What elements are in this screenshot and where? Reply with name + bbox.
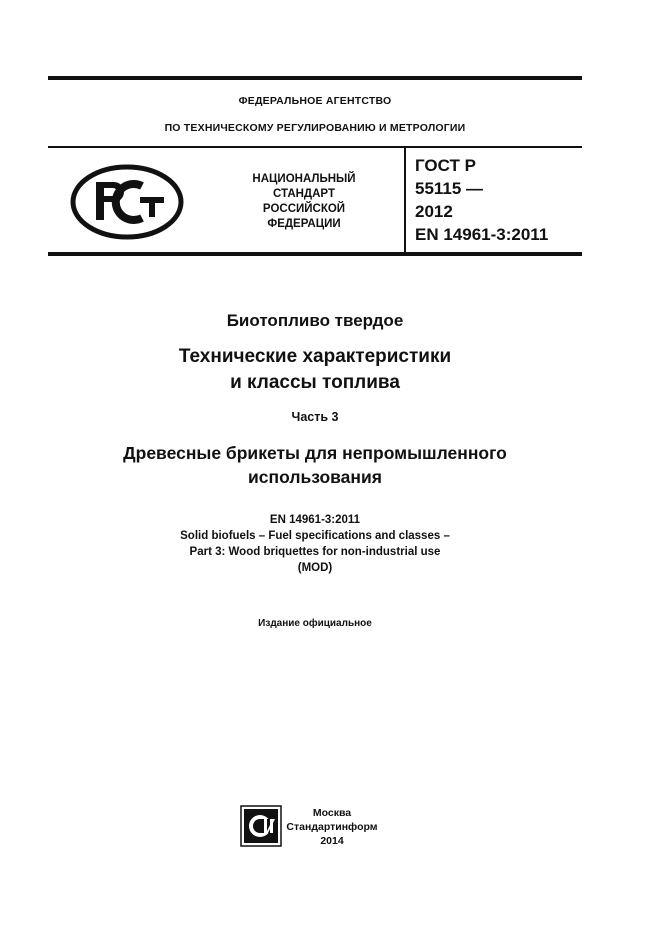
- publisher-logo: [240, 805, 282, 847]
- en-line-2: Part 3: Wood briquettes for non-industrial use: [189, 546, 441, 558]
- edition-label: Издание официальное: [258, 618, 372, 629]
- agency-line-2: ПО ТЕХНИЧЕСКОМУ РЕГУЛИРОВАНИЮ И МЕТРОЛОГИИ: [164, 122, 466, 134]
- title-line-3: и классы топлива: [230, 372, 400, 393]
- national-standard-label: [224, 172, 384, 232]
- subtitle-line-1: Древесные брикеты для непромышленного: [123, 443, 507, 463]
- publisher-name: Стандартинформ: [286, 821, 378, 833]
- title-line-1: Биотопливо твердое: [226, 311, 404, 330]
- bottom-rule: [48, 252, 582, 256]
- national-line-1: НАЦИОНАЛЬНЫЙ: [252, 173, 356, 185]
- part-label: Часть 3: [291, 410, 339, 424]
- publisher-text: [284, 806, 380, 848]
- en-line-1: Solid biofuels – Fuel specifications and classes –: [180, 530, 450, 542]
- national-line-3: РОССИЙСКОЙ: [262, 203, 346, 215]
- gost-line-1: ГОСТ Р: [415, 156, 476, 175]
- rst-logo: [70, 164, 184, 240]
- top-rule: [48, 76, 582, 80]
- en-code: EN 14961-3:2011: [269, 514, 361, 526]
- en-line-3: (MOD): [297, 562, 333, 574]
- gost-designation: [415, 154, 583, 246]
- rst-logo-icon: [70, 164, 184, 240]
- gost-line-2: 55115 —: [415, 179, 484, 198]
- publisher-year: 2014: [320, 835, 344, 847]
- publisher-city: Москва: [312, 807, 352, 819]
- standard-block: [48, 148, 582, 252]
- national-line-4: ФЕДЕРАЦИИ: [267, 218, 341, 230]
- gost-line-4: EN 14961-3:2011: [415, 225, 549, 244]
- vertical-divider: [404, 148, 406, 252]
- agency-line-1: ФЕДЕРАЛЬНОЕ АГЕНТСТВО: [238, 95, 392, 107]
- national-line-2: СТАНДАРТ: [273, 188, 335, 200]
- standartinform-logo-icon: [240, 805, 282, 847]
- subtitle-line-2: использования: [248, 467, 382, 487]
- title-line-2: Технические характеристики: [178, 346, 452, 367]
- gost-line-3: 2012: [415, 202, 453, 221]
